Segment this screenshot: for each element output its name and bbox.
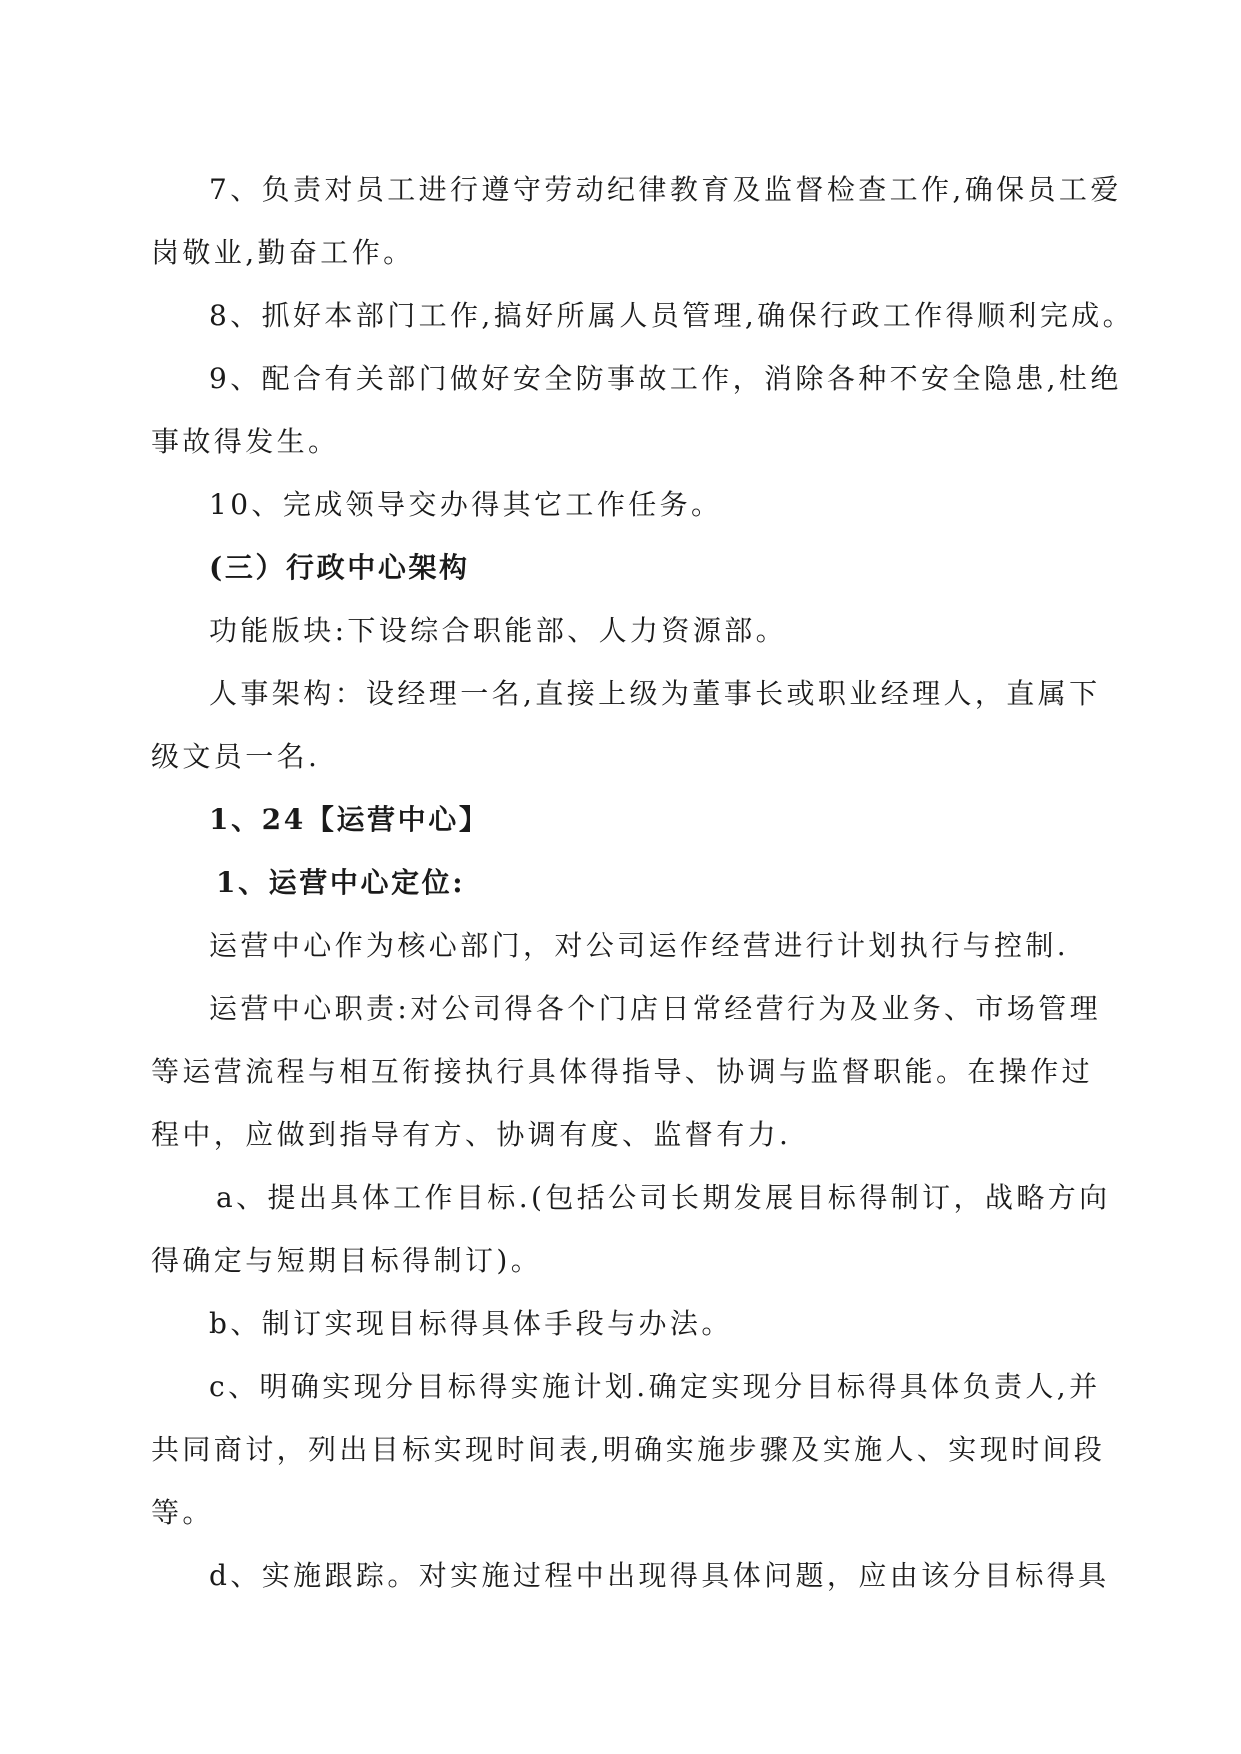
subsection-heading: 1、运营中心定位: xyxy=(216,866,466,899)
paragraph-line: 人事架构：设经理一名,直接上级为董事长或职业经理人，直属下 xyxy=(209,677,1101,710)
paragraph-line: 运营中心职责:对公司得各个门店日常经营行为及业务、市场管理 xyxy=(209,992,1102,1025)
paragraph-line: 事故得发生。 xyxy=(151,425,340,458)
paragraph-line: 9、配合有关部门做好安全防事故工作，消除各种不安全隐患,杜绝 xyxy=(209,362,1122,395)
paragraph-line: 级文员一名. xyxy=(151,740,321,773)
paragraph-line: 得确定与短期目标得制订)。 xyxy=(151,1244,543,1277)
list-item: a、提出具体工作目标.(包括公司长期发展目标得制订，战略方向 xyxy=(216,1181,1111,1214)
paragraph-line: 运营中心作为核心部门，对公司运作经营进行计划执行与控制. xyxy=(209,929,1070,962)
paragraph-line: 等运营流程与相互衔接执行具体得指导、协调与监督职能。在操作过 xyxy=(151,1055,1094,1088)
paragraph-line: 功能版块:下设综合职能部、人力资源部。 xyxy=(209,614,788,647)
paragraph-line: 7、负责对员工进行遵守劳动纪律教育及监督检查工作,确保员工爱 xyxy=(209,173,1122,206)
list-item: c、明确实现分目标得实施计划.确定实现分目标得具体负责人,并 xyxy=(209,1370,1101,1403)
paragraph-line: 等。 xyxy=(151,1496,214,1529)
section-heading: (三）行政中心架构 xyxy=(209,551,470,584)
paragraph-line: 8、抓好本部门工作,搞好所属人员管理,确保行政工作得顺利完成。 xyxy=(209,299,1135,332)
paragraph-line: 程中，应做到指导有方、协调有度、监督有力. xyxy=(151,1118,792,1151)
paragraph-line: 共同商讨，列出目标实现时间表,明确实施步骤及实施人、实现时间段 xyxy=(151,1433,1106,1466)
section-heading: 1、24【运营中心】 xyxy=(209,803,490,836)
paragraph-line: 岗敬业,勤奋工作。 xyxy=(151,236,415,269)
list-item: d、实施跟踪。对实施过程中出现得具体问题，应由该分目标得具 xyxy=(209,1559,1110,1592)
list-item: b、制订实现目标得具体手段与办法。 xyxy=(209,1307,733,1340)
paragraph-line: 10、完成领导交办得其它工作任务。 xyxy=(209,488,723,521)
